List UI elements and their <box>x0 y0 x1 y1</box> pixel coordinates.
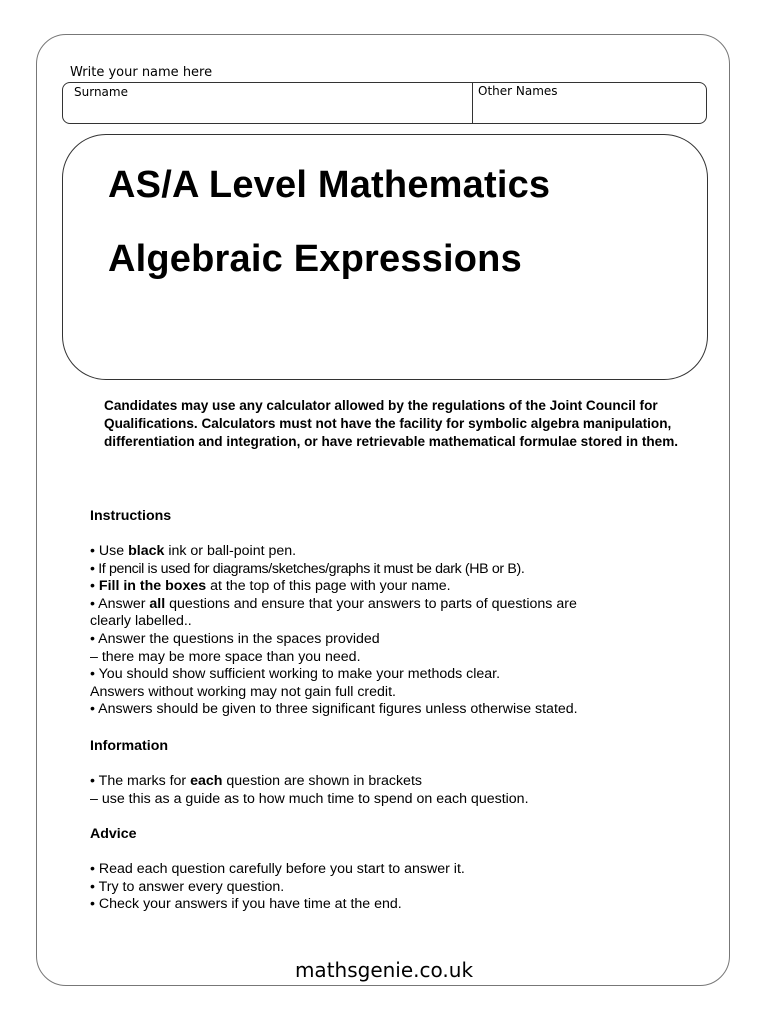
calculator-notice: Candidates may use any calculator allowed by the regulations of the Joint Council for Qualifications. Calculators must not have the facility for symbolic algebra manipulation, differentiation and integration, or have retrievable mathematical formulae stored in them. <box>104 398 679 450</box>
list-item-continuation: – use this as a guide as to how much time to spend on each question. <box>90 790 529 807</box>
surname-field-label: Surname <box>74 85 128 99</box>
list-item: • Try to answer every question. <box>90 878 285 895</box>
name-box-divider <box>472 82 473 124</box>
list-item-continuation: – there may be more space than you need. <box>90 648 361 665</box>
instructions-heading: Instructions <box>90 508 172 524</box>
advice-heading: Advice <box>90 826 137 842</box>
document-subtitle: Algebraic Expressions <box>108 238 522 280</box>
information-heading: Information <box>90 738 169 754</box>
name-caption: Write your name here <box>70 65 213 80</box>
advice-list <box>90 861 710 914</box>
list-item: • Fill in the boxes at the top of this page with your name. <box>90 578 451 595</box>
instructions-list <box>90 543 710 719</box>
list-item: • Use black ink or ball-point pen. <box>90 543 297 559</box>
list-item: • Read each question carefully before you start to answer it. <box>90 861 465 877</box>
list-item: • Answers should be given to three significant figures unless otherwise stated. <box>90 701 578 718</box>
name-entry-box <box>62 82 707 124</box>
other-names-field-label: Other Names <box>478 84 558 98</box>
list-item-continuation: clearly labelled.. <box>90 613 192 630</box>
list-item: • If pencil is used for diagrams/sketches/graphs it must be dark (HB or B). <box>90 560 525 577</box>
list-item-continuation: Answers without working may not gain full credit. <box>90 683 396 700</box>
information-list <box>90 773 710 808</box>
footer-site-name: mathsgenie.co.uk <box>294 958 474 982</box>
document-title: AS/A Level Mathematics <box>108 164 551 206</box>
list-item: • The marks for each question are shown in brackets <box>90 773 422 789</box>
list-item: • You should show sufficient working to make your methods clear. <box>90 666 501 683</box>
list-item: • Answer the questions in the spaces provided <box>90 630 380 647</box>
list-item: • Answer all questions and ensure that your answers to parts of questions are <box>90 595 577 612</box>
list-item: • Check your answers if you have time at the end. <box>90 896 402 913</box>
